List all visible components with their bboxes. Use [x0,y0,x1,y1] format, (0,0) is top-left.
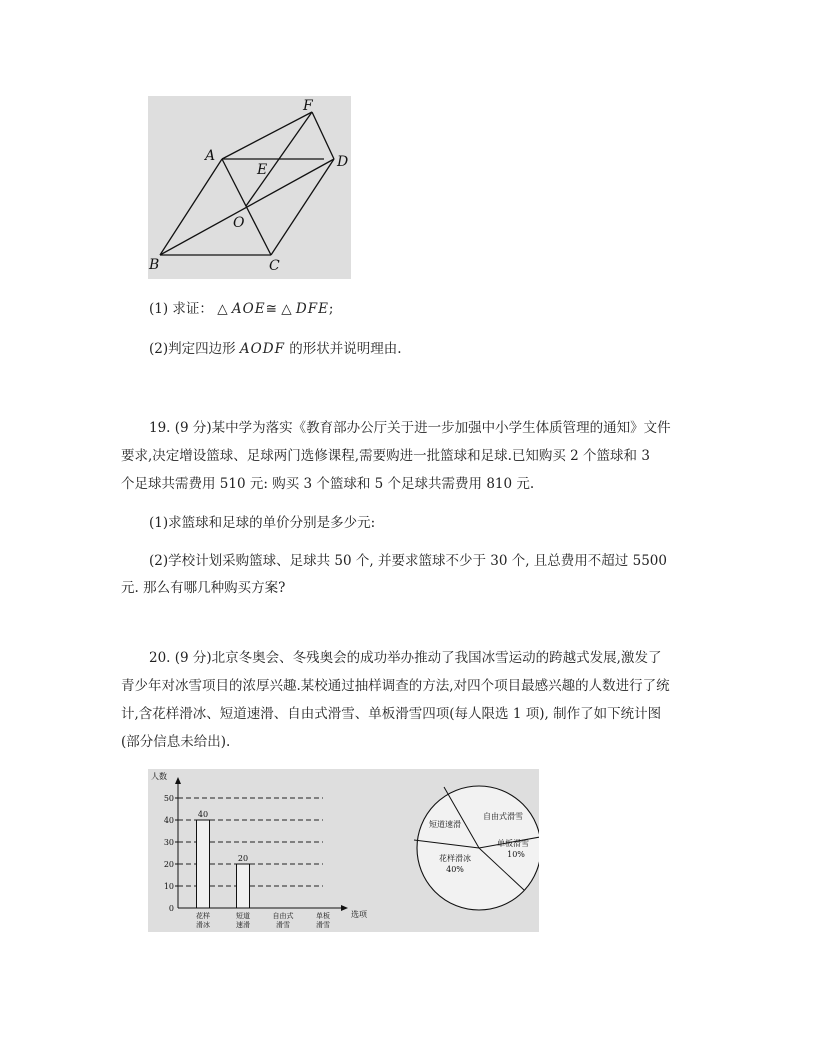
pie-slice-label: 花样滑冰 [439,854,471,863]
pie-slice-label: 自由式滑雪 [483,812,523,821]
triangle-symbol: △ [217,301,228,317]
q18-part1 [149,299,333,319]
y-tick-label: 20 [163,860,174,869]
q19-part2-line2: 元. 那么有哪几种购买方案? [121,580,286,596]
y-tick-label: 30 [163,838,174,847]
y-axis-label: 人数 [151,772,167,781]
pie-slice-label: 单板滑雪 [497,839,529,848]
math-aodf: AODF [239,341,285,357]
geometry-figure [148,96,351,279]
y-tick-label: 10 [163,882,174,891]
y-axis-arrow [175,777,181,784]
q19-part2-line1: (2)学校计划采购篮球、足球共 50 个, 并要求篮球不少于 30 个, 且总费用不超过 5500 [149,553,667,569]
q18-part2-prefix: (2)判定四边形 [149,341,236,357]
q18-part1-end: ; [328,301,334,317]
q19-line3: 个足球共需费用 510 元: 购买 3 个篮球和 5 个足球共需费用 810 元. [121,476,535,492]
label-B: B [149,257,160,273]
x-tick-label: 滑冰 [196,921,210,929]
statistics-chart [148,769,539,932]
q20-line1: 20. (9 分)北京冬奥会、冬残奥会的成功举办推动了我国冰雪运动的跨越式发展,激发了 [149,650,662,666]
q18-part2 [149,339,402,359]
y-tick-label: 40 [163,816,174,825]
parallelogram-diagram [148,96,351,279]
bar [197,820,210,908]
x-tick-label: 滑雪 [276,921,290,929]
q19-line1: 19. (9 分)某中学为落实《教育部办公厅关于进一步加强中小学生体质管理的通知》文件 [149,420,671,436]
x-axis-label: 选项 [351,910,367,919]
y-tick-label: 0 [168,904,174,913]
x-tick-label: 单板 [316,912,330,920]
congruent-symbol: ≅ [265,301,277,317]
x-tick-label: 滑雪 [316,921,330,929]
label-O: O [233,215,245,231]
q20-line3: 计,含花样滑冰、短道速滑、自由式滑雪、单板滑雪四项(每人限选 1 项), 制作了如下统计图 [121,706,662,722]
math-dfe: DFE [295,301,329,317]
x-tick-label: 自由式 [272,912,294,920]
pie-slice-percent: 40% [446,865,464,874]
q20-line2: 青少年对冰雪项目的浓厚兴趣.某校通过抽样调查的方法,对四个项目最感兴趣的人数进行了统 [121,678,670,694]
q18-part1-prefix: (1) 求证： [149,301,213,317]
q19-line2: 要求,决定增设篮球、足球两门选修课程,需要购进一批篮球和足球.已知购买 2 个篮球和 3 [121,448,650,464]
q18-part2-suffix: 的形状并说明理由. [289,341,402,357]
triangle-symbol: △ [281,301,292,317]
math-aoe: AOE [231,301,266,317]
pie-slice-label: 短道速滑 [429,820,461,829]
statistics-figure [148,769,539,932]
label-A: A [205,148,216,164]
q19-part1: (1)求篮球和足球的单价分别是多少元: [149,515,376,531]
x-axis-arrow [341,905,348,911]
x-tick-label: 花样 [196,912,210,920]
pie-slice-percent: 10% [507,850,525,859]
label-E: E [257,162,268,178]
bar-value-label: 20 [237,854,249,863]
label-F: F [303,98,313,114]
x-tick-label: 速滑 [236,921,250,929]
bar [237,864,250,908]
y-tick-label: 50 [163,794,174,803]
label-C: C [269,258,280,274]
x-tick-label: 短道 [236,912,250,920]
q20-line4: (部分信息未给出). [121,734,231,750]
bar-value-label: 40 [197,810,209,819]
label-D: D [337,154,349,170]
